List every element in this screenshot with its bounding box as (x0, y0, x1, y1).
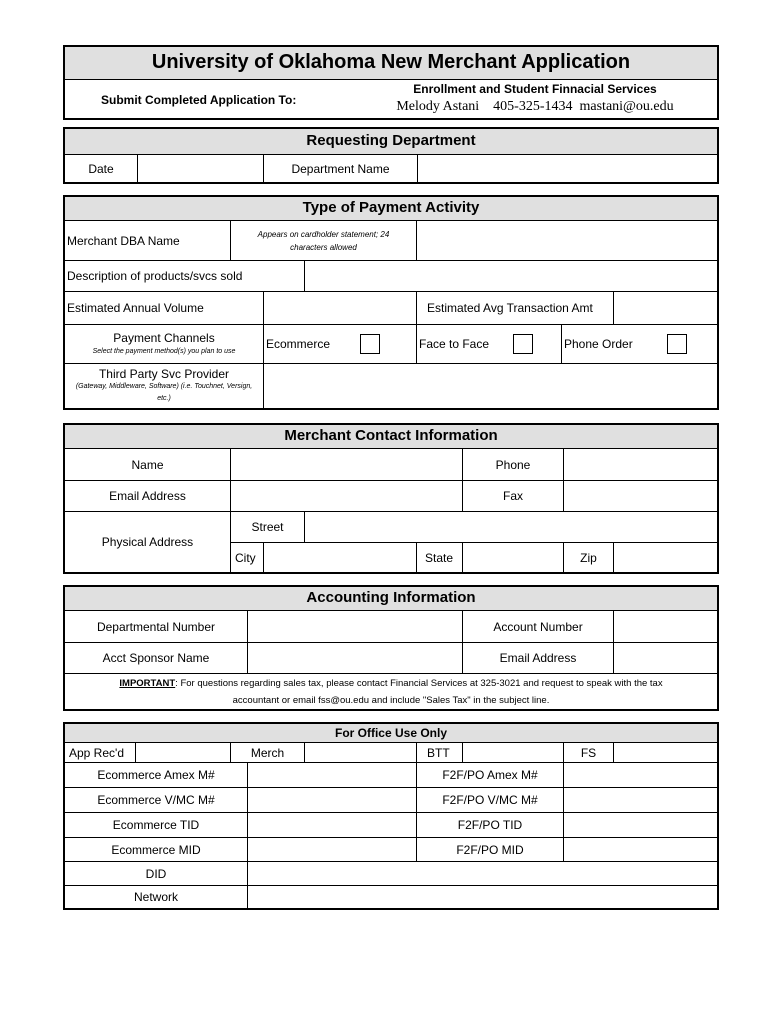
contact-header: Merchant Contact Information (65, 425, 717, 449)
payment-section (63, 195, 719, 410)
important-text: : For questions regarding sales tax, please contact Financial Services at 325-3021 and request to speak with the tax (175, 678, 663, 689)
f2f-vmc-label: F2F/PO V/MC M# (416, 787, 563, 812)
phone-order-option[interactable] (561, 324, 717, 363)
f2f-mid-label: F2F/PO MID (416, 837, 563, 861)
important-text-2: accountant or email fss@ou.edu and include "Sales Tax" in the subject line. (232, 695, 550, 706)
channels-note: Select the payment method(s) you plan to use (92, 347, 236, 355)
state-label: State (416, 542, 462, 572)
f2f-vmc-field[interactable] (563, 787, 717, 812)
network-field[interactable] (247, 885, 717, 908)
f2f-tid-label: F2F/PO TID (416, 812, 563, 837)
important-label: IMPORTANT (119, 678, 176, 689)
important-note (65, 673, 717, 709)
phone-order-checkbox[interactable] (667, 334, 687, 354)
sponsor-email-field[interactable] (613, 642, 717, 673)
dept-name-label: Department Name (263, 155, 417, 182)
dept-number-field[interactable] (247, 611, 462, 642)
accounting-header: Accounting Information (65, 587, 717, 611)
f2f-option[interactable] (416, 324, 561, 363)
dept-number-label: Departmental Number (96, 619, 216, 634)
f2f-amex-field[interactable] (563, 762, 717, 787)
zip-label: Zip (563, 542, 613, 572)
date-label: Date (88, 161, 114, 176)
f2f-tid-field[interactable] (563, 812, 717, 837)
payment-header: Type of Payment Activity (65, 197, 717, 221)
ecom-amex-label: Ecommerce Amex M# (65, 762, 247, 787)
app-recd-field[interactable] (135, 743, 230, 762)
account-number-field[interactable] (613, 611, 717, 642)
ecommerce-option[interactable] (263, 324, 416, 363)
provider-note: (Gateway, Middleware, Software) (i.e. Touchnet, Versign, etc.) (75, 383, 253, 402)
provider-cell (65, 363, 263, 408)
accounting-section (63, 585, 719, 711)
city-label: City (230, 542, 263, 572)
ecom-tid-label: Ecommerce TID (65, 812, 247, 837)
phone-label: Phone (462, 449, 563, 480)
phone-field[interactable] (563, 449, 717, 480)
desc-label: Description of products/svcs sold (65, 260, 304, 291)
avg-field[interactable] (613, 291, 717, 324)
city-field[interactable] (263, 542, 416, 572)
contact-section (63, 423, 719, 574)
volume-field[interactable] (263, 291, 416, 324)
account-number-label: Account Number (462, 611, 613, 642)
fs-label: FS (563, 743, 613, 762)
fs-field[interactable] (613, 743, 717, 762)
fax-field[interactable] (563, 480, 717, 511)
btt-label: BTT (416, 743, 462, 762)
merch-label: Merch (230, 743, 304, 762)
channels-label: Payment Channels (113, 330, 215, 345)
f2f-label: Face to Face (419, 337, 490, 351)
provider-field[interactable] (263, 363, 717, 408)
date-field[interactable] (137, 155, 263, 182)
email-label: Email Address (65, 480, 230, 511)
requesting-header: Requesting Department (65, 129, 717, 155)
ecommerce-label: Ecommerce (266, 337, 331, 351)
ecom-tid-field[interactable] (247, 812, 416, 837)
title-box (63, 45, 719, 120)
office-section (63, 722, 719, 910)
avg-label: Estimated Avg Transaction Amt (416, 291, 613, 324)
name-field[interactable] (230, 449, 462, 480)
submit-dept: Enrollment and Student Finnacial Services (413, 82, 657, 96)
ecom-mid-field[interactable] (247, 837, 416, 861)
provider-label: Third Party Svc Provider (98, 367, 230, 381)
ecom-vmc-label: Ecommerce V/MC M# (65, 787, 247, 812)
name-label: Name (131, 457, 164, 472)
ecom-mid-label: Ecommerce MID (65, 837, 247, 861)
state-field[interactable] (462, 542, 563, 572)
desc-field[interactable] (304, 260, 717, 291)
f2f-checkbox[interactable] (513, 334, 533, 354)
f2f-amex-label: F2F/PO Amex M# (416, 762, 563, 787)
form-title: University of Oklahoma New Merchant Application (65, 47, 717, 80)
dept-name-field[interactable] (417, 155, 717, 182)
street-label: Street (230, 511, 304, 542)
did-label: DID (65, 861, 247, 885)
f2f-mid-field[interactable] (563, 837, 717, 861)
did-field[interactable] (247, 861, 717, 885)
dba-note: Appears on cardholder statement; 24 characters allowed (230, 221, 416, 260)
submit-label: Submit Completed Application To: (101, 93, 297, 107)
merch-field[interactable] (304, 743, 416, 762)
email-field[interactable] (230, 480, 462, 511)
channels-cell (65, 324, 263, 363)
submit-contact: Melody Astani 405-325-1434 mastani@ou.edu (396, 99, 674, 114)
requesting-section (63, 127, 719, 184)
network-label: Network (65, 885, 247, 908)
phone-order-label: Phone Order (564, 337, 633, 351)
office-header: For Office Use Only (65, 724, 717, 743)
dba-field[interactable] (416, 221, 717, 260)
address-label: Physical Address (65, 511, 230, 572)
ecom-amex-field[interactable] (247, 762, 416, 787)
fax-label: Fax (462, 480, 563, 511)
zip-field[interactable] (613, 542, 717, 572)
volume-label: Estimated Annual Volume (65, 291, 263, 324)
sponsor-email-label: Email Address (462, 642, 613, 673)
street-field[interactable] (304, 511, 717, 542)
dba-label: Merchant DBA Name (67, 233, 180, 248)
sponsor-field[interactable] (247, 642, 462, 673)
app-recd-label: App Rec'd (69, 745, 124, 760)
ecom-vmc-field[interactable] (247, 787, 416, 812)
ecommerce-checkbox[interactable] (360, 334, 380, 354)
btt-field[interactable] (462, 743, 563, 762)
sponsor-label: Acct Sponsor Name (65, 642, 247, 673)
